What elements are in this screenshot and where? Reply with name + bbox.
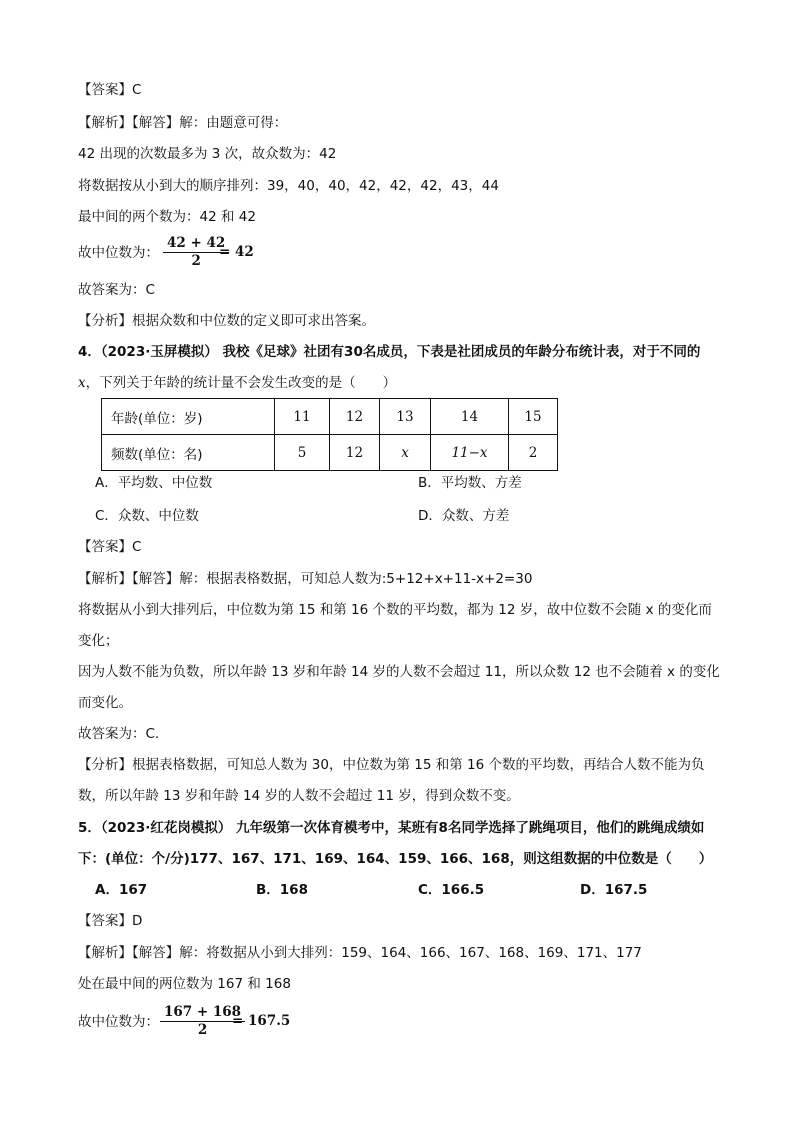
- table-cell: 12: [330, 399, 380, 435]
- q4-option-d: D．众数、方差: [418, 508, 510, 524]
- q3-answer: 【答案】C: [78, 82, 142, 98]
- table-cell: 13: [380, 399, 431, 435]
- table-cell: 12: [330, 435, 380, 471]
- q5-option-c: C．166.5: [418, 882, 485, 898]
- q5-median-denominator: 2: [197, 1022, 208, 1038]
- q5-analysis-line1: 【解析】【解答】解：将数据从小到大排列：159、164、166、167、168、169、171、177: [78, 945, 642, 961]
- q4-conclusion: 故答案为：C.: [78, 726, 160, 742]
- table-cell: 11−x: [431, 435, 509, 471]
- q4-stem-variable: x: [78, 375, 86, 391]
- q5-median-numerator: 167 + 168: [160, 1004, 245, 1022]
- q3-analysis-line2: 将数据按从小到大的顺序排列：39，40，40，42，42，42，43，44: [78, 178, 499, 194]
- table-cell: 15: [509, 399, 558, 435]
- table-cell: 2: [509, 435, 558, 471]
- q5-option-d: D．167.5: [580, 882, 648, 898]
- q4-analysis-line3: 变化；: [78, 633, 119, 649]
- table-cell: 5: [275, 435, 330, 471]
- table-cell: 14: [431, 399, 509, 435]
- table-row-header: 频数(单位：名): [102, 435, 275, 471]
- q4-analysis-line2: 将数据从小到大排列后，中位数为第 15 和第 16 个数的平均数，都为 12 岁，故中位数不会随 x 的变化而: [78, 602, 712, 618]
- q4-fenxi-line2: 数，所以年龄 13 岁和年龄 14 岁的人数不会超过 11 岁，得到众数不变。: [78, 788, 520, 804]
- table-cell: x: [380, 435, 431, 471]
- table-row: [102, 399, 558, 435]
- q3-analysis-line1: 42 出现的次数最多为 3 次，故众数为：42: [78, 146, 337, 162]
- q5-stem-line1: 5．（2023·红花岗模拟） 九年级第一次体育模考中，某班有8名同学选择了跳绳项目，他们的跳绳成绩如: [78, 820, 705, 836]
- q5-median-prefix: 故中位数为：: [78, 1014, 159, 1030]
- q4-stem-line2-text: ，下列关于年龄的统计量不会发生改变的是（ ）: [85, 375, 397, 391]
- q4-analysis-line5: 而变化。: [78, 695, 132, 711]
- q4-option-a: A．平均数、中位数: [95, 475, 213, 491]
- table-row-header: 年龄(单位：岁): [102, 399, 275, 435]
- q4-analysis-line4: 因为人数不能为负数，所以年龄 13 岁和年龄 14 岁的人数不会超过 11，所以众数 12 也不会随着 x 的变化: [78, 664, 720, 680]
- q4-analysis-line1: 【解析】【解答】解：根据表格数据，可知总人数为:5+12+x+11-x+2=30: [78, 571, 533, 587]
- q5-option-b: B．168: [256, 882, 308, 898]
- q3-median-prefix: 故中位数为：: [78, 245, 159, 261]
- q4-fenxi-line1: 【分析】根据表格数据，可知总人数为 30，中位数为第 15 和第 16 个数的平均数，再结合人数不能为负: [78, 757, 705, 773]
- table-row: [102, 435, 558, 471]
- q3-median-denominator: 2: [191, 253, 201, 269]
- q4-option-b: B．平均数、方差: [418, 475, 522, 491]
- q5-option-a: A．167: [95, 882, 148, 898]
- q3-analysis-line3: 最中间的两个数为：42 和 42: [78, 209, 256, 225]
- q5-analysis-line2: 处在最中间的两位数为 167 和 168: [78, 976, 291, 992]
- q5-stem-line2: 下：(单位：个/分)177、167、171、169、164、159、166、168，则这组数据的中位数是（ ）: [78, 851, 713, 867]
- q5-median-result: = 167.5: [232, 1013, 291, 1029]
- q3-fenxi: 【分析】根据众数和中位数的定义即可求出答案。: [78, 313, 375, 329]
- q4-stem-line1: 4．（2023·玉屏模拟） 我校《足球》社团有30名成员，下表是社团成员的年龄分布统计表，对于不同的: [78, 344, 701, 360]
- q4-option-c: C．众数、中位数: [95, 508, 199, 524]
- q5-answer: 【答案】D: [78, 913, 143, 929]
- q4-answer: 【答案】C: [78, 539, 142, 555]
- q3-median-result: = 42: [219, 244, 254, 260]
- q4-stem-line2: [78, 374, 396, 392]
- q3-analysis-head: 【解析】【解答】解：由题意可得：: [78, 115, 288, 131]
- q3-median-numerator: 42 + 42: [163, 235, 229, 253]
- table-cell: 11: [275, 399, 330, 435]
- q3-conclusion: 故答案为：C: [78, 282, 155, 298]
- q4-age-table: [101, 398, 558, 471]
